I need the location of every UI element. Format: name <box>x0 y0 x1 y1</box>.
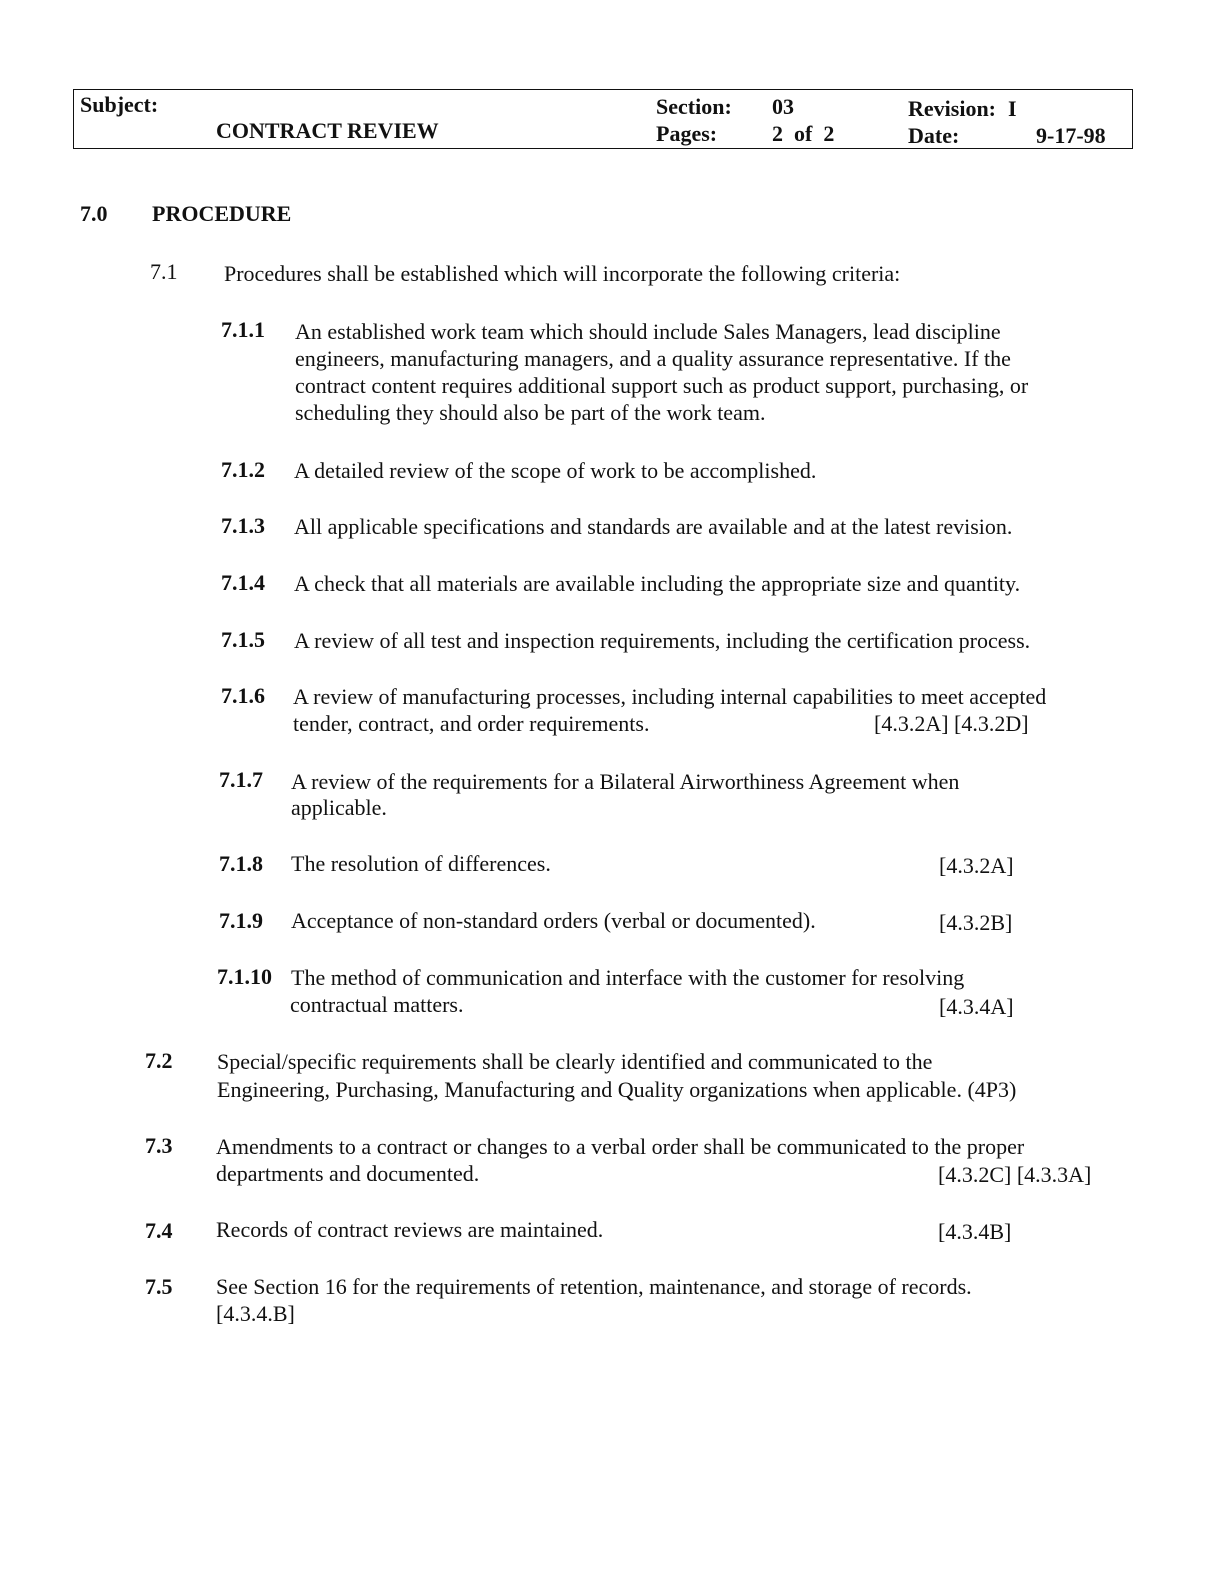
item-number: 7.1.10 <box>217 964 272 989</box>
clause-7-3-line: Amendments to a contract or changes to a verbal order shall be communicated to the proper <box>216 1134 1025 1159</box>
clause-7-4-number: 7.4 <box>145 1218 173 1243</box>
item-line: Acceptance of non-standard orders (verbal or documented). <box>291 908 816 933</box>
clause-7-1-number: 7.1 <box>150 259 178 284</box>
item-number: 7.1.9 <box>219 908 263 933</box>
pages-value: 2 of 2 <box>772 121 835 146</box>
clause-7-4-line: Records of contract reviews are maintained. <box>216 1217 604 1242</box>
pages-label: Pages: <box>656 121 718 146</box>
subject-value: CONTRACT REVIEW <box>216 118 439 143</box>
date-value: 9-17-98 <box>1036 123 1106 148</box>
item-line: A review of all test and inspection requirements, including the certification process. <box>294 628 1031 653</box>
reference: [4.3.2B] <box>939 910 1013 935</box>
item-line: engineers, manufacturing managers, and a quality assurance representative. If the <box>295 346 1011 371</box>
section-title: PROCEDURE <box>152 201 292 226</box>
reference: [4.3.2A] [4.3.2D] <box>874 711 1029 736</box>
item-number: 7.1.7 <box>219 767 263 792</box>
item-line: A detailed review of the scope of work to be accomplished. <box>294 458 817 483</box>
item-line: A check that all materials are available including the appropriate size and quantity. <box>294 571 1021 596</box>
clause-7-3-line: departments and documented. <box>216 1161 480 1186</box>
item-line: scheduling they should also be part of the work team. <box>295 400 766 425</box>
clause-7-5-line: See Section 16 for the requirements of retention, maintenance, and storage of records. <box>216 1274 972 1299</box>
item-line: A review of the requirements for a Bilateral Airworthiness Agreement when <box>291 769 960 794</box>
item-number: 7.1.2 <box>221 457 265 482</box>
item-line: contractual matters. <box>290 992 464 1017</box>
clause-7-2-number: 7.2 <box>145 1048 173 1073</box>
item-line: All applicable specifications and standards are available and at the latest revision. <box>294 514 1013 539</box>
reference: [4.3.2A] <box>939 853 1014 878</box>
item-number: 7.1.4 <box>221 570 265 595</box>
reference: [4.3.4A] <box>939 994 1014 1019</box>
item-number: 7.1.1 <box>221 317 265 342</box>
item-line: The resolution of differences. <box>291 851 551 876</box>
item-line: applicable. <box>291 795 387 820</box>
clause-7-5-line: [4.3.4.B] <box>216 1301 295 1326</box>
item-number: 7.1.8 <box>219 851 263 876</box>
section-number: 7.0 <box>80 201 108 226</box>
section-label: Section: <box>656 94 732 119</box>
document-header <box>73 89 1133 149</box>
clause-7-2-line: Engineering, Purchasing, Manufacturing and Quality organizations when applicable. (4P3) <box>217 1077 1017 1102</box>
item-line: contract content requires additional support such as product support, purchasing, or <box>295 373 1029 398</box>
clause-7-3-number: 7.3 <box>145 1133 173 1158</box>
item-line: tender, contract, and order requirements. <box>293 711 650 736</box>
item-number: 7.1.5 <box>221 627 265 652</box>
item-number: 7.1.6 <box>221 683 265 708</box>
clause-7-5-number: 7.5 <box>145 1274 173 1299</box>
reference: [4.3.4B] <box>938 1219 1012 1244</box>
item-line: A review of manufacturing processes, including internal capabilities to meet accepted <box>293 684 1047 709</box>
item-number: 7.1.3 <box>221 513 265 538</box>
revision-label: Revision: <box>908 96 996 121</box>
clause-7-2-line: Special/specific requirements shall be clearly identified and communicated to the <box>217 1049 933 1074</box>
subject-label: Subject: <box>80 92 159 117</box>
date-label: Date: <box>908 123 960 148</box>
revision-value: I <box>1008 96 1017 121</box>
reference: [4.3.2C] [4.3.3A] <box>938 1162 1092 1187</box>
item-line: The method of communication and interface with the customer for resolving <box>291 965 965 990</box>
clause-7-1-text: Procedures shall be established which will incorporate the following criteria: <box>224 261 901 286</box>
section-value: 03 <box>772 94 794 119</box>
item-line: An established work team which should include Sales Managers, lead discipline <box>295 319 1001 344</box>
